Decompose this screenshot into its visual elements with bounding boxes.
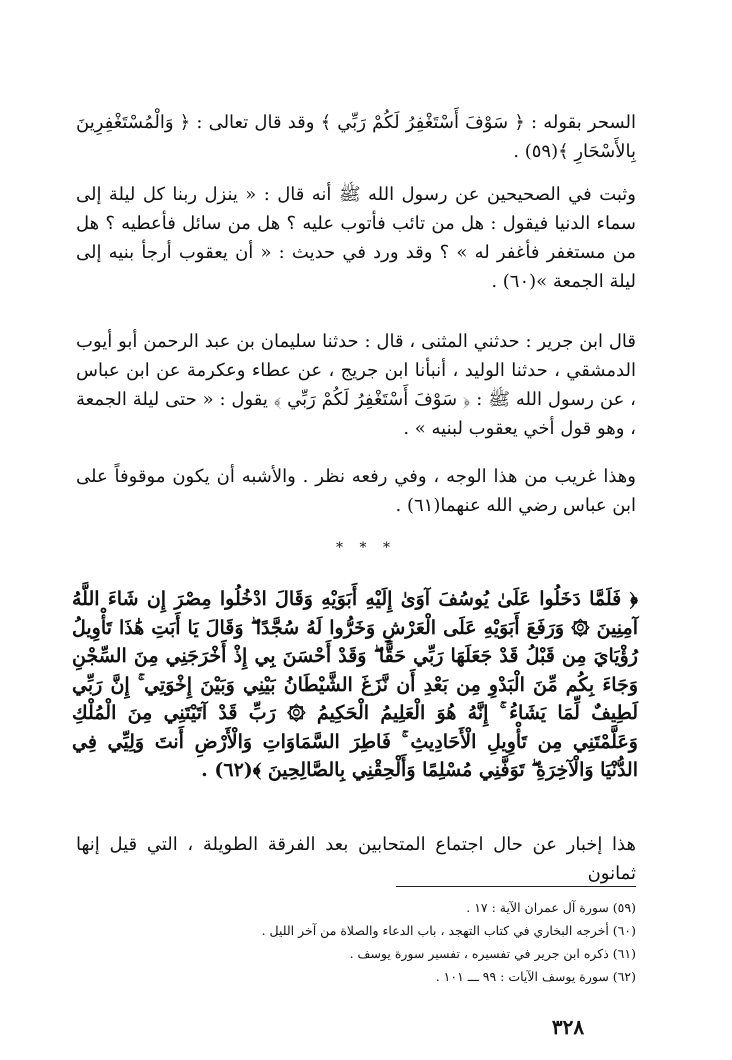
paragraph-text: هذا إخبار عن حال اجتماع المتحابين بعد الفرقة الطويلة ، التي قيل إنها ثمانون	[76, 834, 636, 884]
paragraph-commentary	[76, 830, 636, 888]
footnote-61: (٦١) ذكره ابن جرير في تفسيره ، تفسير سورة يوسف .	[349, 946, 636, 961]
footnote-60: (٦٠) أخرجه البخاري في كتاب التهجد ، باب الدعاء والصلاة من آخر الليل .	[261, 923, 636, 938]
page-number: ٣٢٨	[551, 1015, 585, 1039]
paragraph-ibn-jarir-isnad	[76, 327, 636, 443]
section-separator-stars: * * *	[336, 540, 396, 556]
footnotes-block	[261, 896, 636, 988]
footnote-59: (٥٩) سورة آل عمران الآية : ١٧ .	[466, 900, 636, 915]
paragraph-text: وثبت في الصحيحين عن رسول الله ﷺ أنه قال : « ينزل ربنا كل ليلة إلى سماء الدنيا فيقول : هل من تائب فأتوب عليه ؟ هل من سائل فأعطيه ؟ هل من مستغفر فأغفر له » ؟ وقد ورد في حديث : « أن يعقوب أرجأ بنيه إلى ليلة الجمعة »(٦٠) .	[76, 184, 636, 292]
paragraph-istighfar-sahar	[76, 108, 636, 166]
footnote-divider	[396, 886, 636, 887]
footnote-62: (٦٢) سورة يوسف الآيات : ٩٩ ـــ ١٠١ .	[435, 969, 636, 984]
paragraph-text: السحر بقوله : ﴿ سَوْفَ أَسْتَغْفِرُ لَكُمْ رَبِّي ﴾ وقد قال تعالى : ﴿ وَالْمُسْتَغْفِرِينَ بِالأَسْحَارِ ﴾(٥٩) .	[76, 112, 636, 162]
quran-verses-block	[72, 585, 638, 785]
paragraph-hadith-nuzul	[76, 180, 636, 296]
paragraph-text: قال ابن جرير : حدثني المثنى ، قال : حدثنا سليمان بن عبد الرحمن أبو أيوب الدمشقي ، حدثنا الوليد ، أنبأنا ابن جريج ، عن عطاء وعكرمة عن ابن عباس ، عن رسول الله ﷺ : ﴿ سَوْفَ أَسْتَغْفِرُ لَكُمْ رَبِّي ﴾ يقول : « حتى ليلة الجمعة ، وهو قول أخي يعقوب لبنيه » .	[76, 331, 636, 439]
quran-verses-text: ﴿ فَلَمَّا دَخَلُوا عَلَىٰ يُوسُفَ آوَىٰ إِلَيْهِ أَبَوَيْهِ وَقَالَ ادْخُلُوا مِصْرَ إِن شَاءَ اللَّهُ آمِنِينَ ۞ وَرَفَعَ أَبَوَيْهِ عَلَى الْعَرْشِ وَخَرُّوا لَهُ سُجَّدًا ۖ وَقَالَ يَا أَبَتِ هَٰذَا تَأْوِيلُ رُؤْيَايَ مِن قَبْلُ قَدْ جَعَلَهَا رَبِّي حَقًّا ۖ وَقَدْ أَحْسَنَ بِي إِذْ أَخْرَجَنِي مِنَ السِّجْنِ وَجَاءَ بِكُم مِّنَ الْبَدْوِ مِن بَعْدِ أَن نَّزَغَ الشَّيْطَانُ بَيْنِي وَبَيْنَ إِخْوَتِي ۚ إِنَّ رَبِّي لَطِيفٌ لِّمَا يَشَاءُ ۚ إِنَّهُ هُوَ الْعَلِيمُ الْحَكِيمُ ۞ رَبِّ قَدْ آتَيْتَنِي مِنَ الْمُلْكِ وَعَلَّمْتَنِي مِن تَأْوِيلِ الْأَحَادِيثِ ۚ فَاطِرَ السَّمَاوَاتِ وَالْأَرْضِ أَنتَ وَلِيِّي فِي الدُّنْيَا وَالْآخِرَةِ ۖ تَوَفَّنِي مُسْلِمًا وَأَلْحِقْنِي بِالصَّالِحِينَ ﴾(٦٢) .	[72, 588, 638, 781]
paragraph-text: وهذا غريب من هذا الوجه ، وفي رفعه نظر . والأشبه أن يكون موقوفاً على ابن عباس رضي الله عنهما(٦١) .	[76, 466, 636, 516]
paragraph-grading-note	[76, 462, 636, 520]
